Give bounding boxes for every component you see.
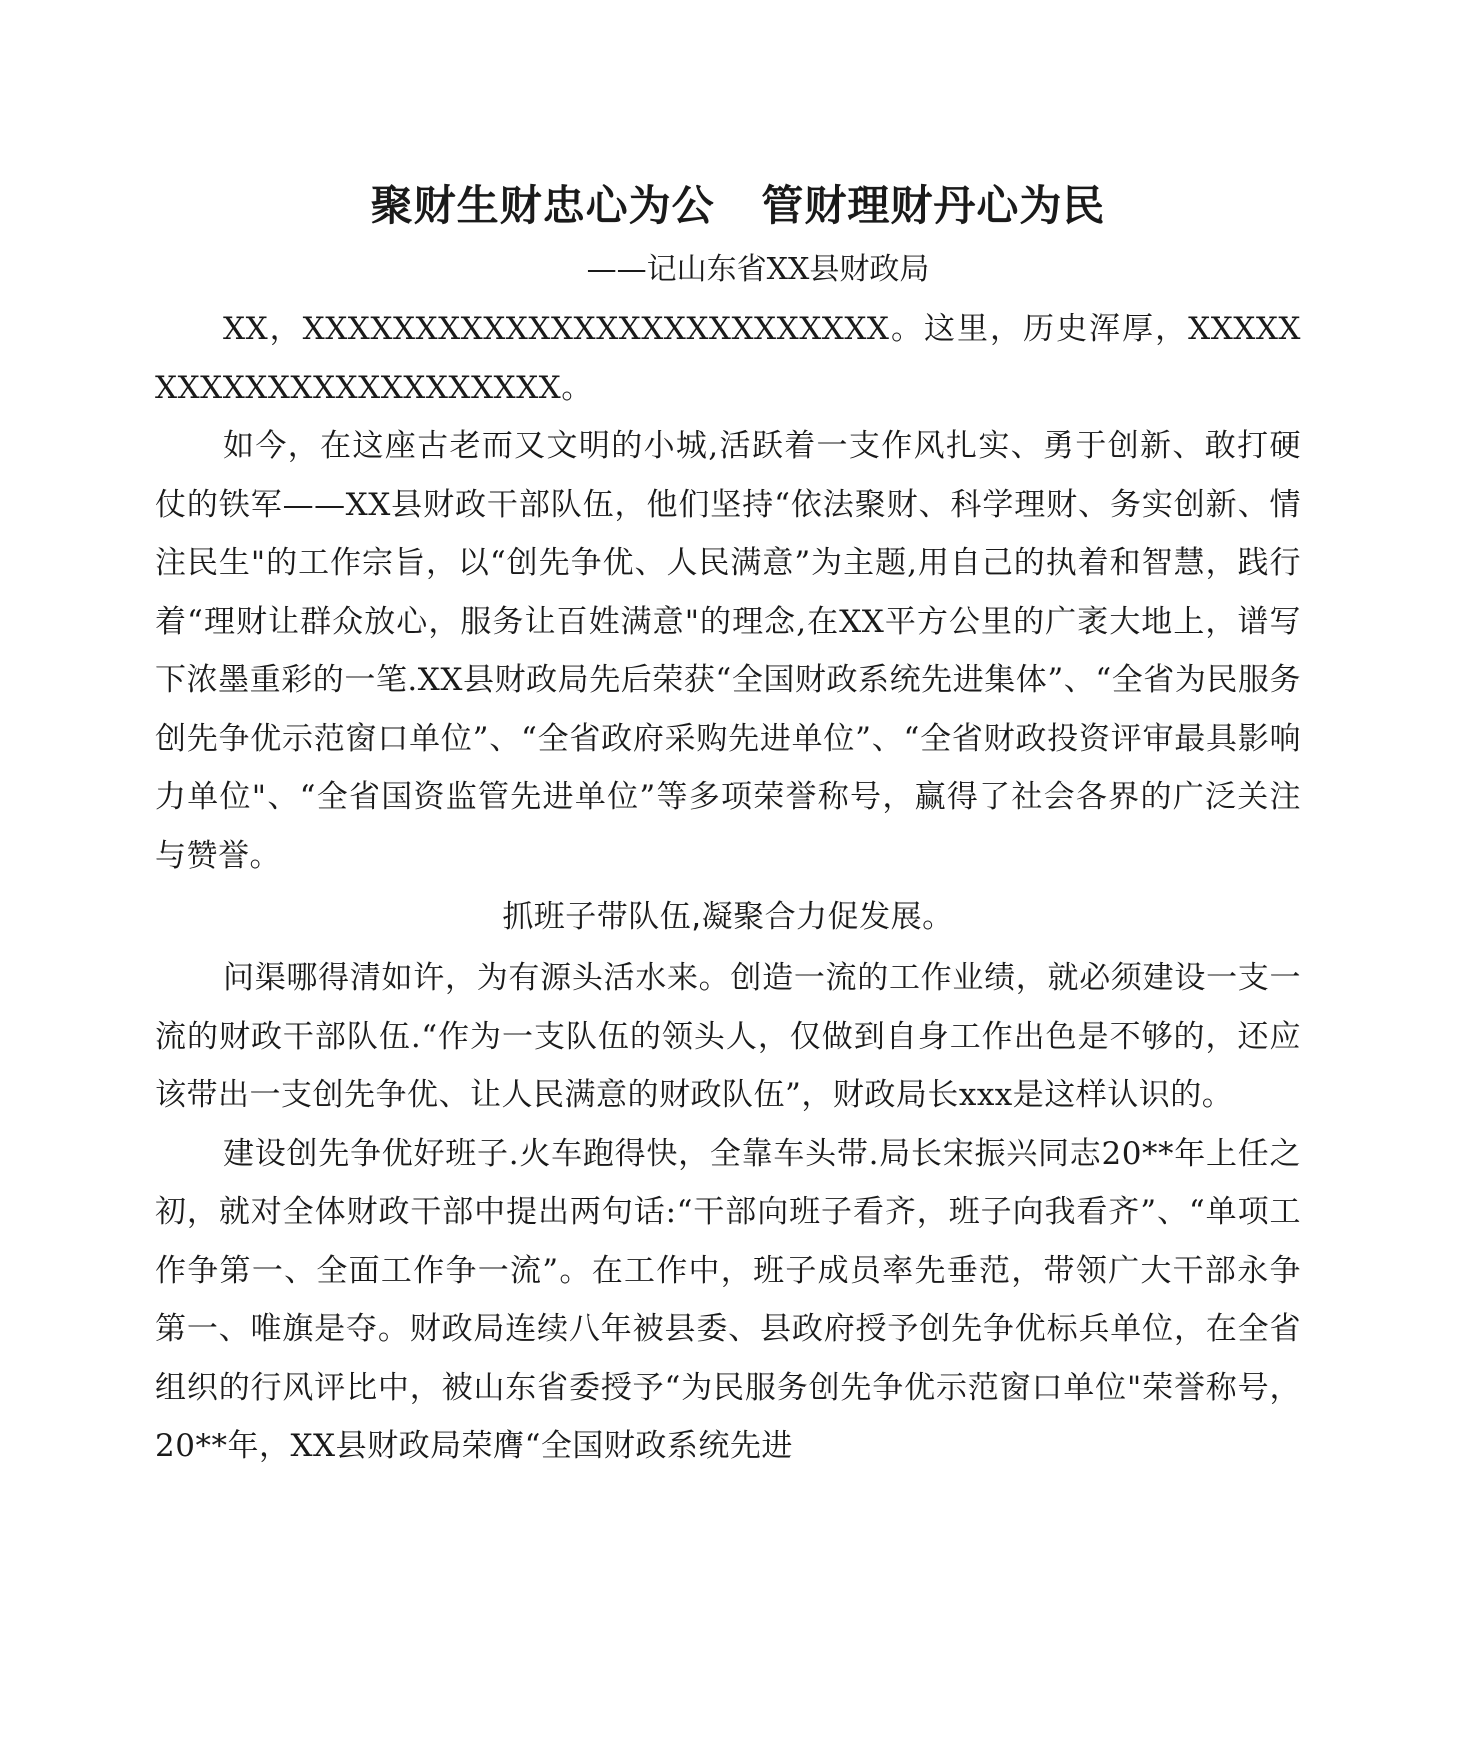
section-paragraph: 建设创先争优好班子.火车跑得快，全靠车头带.局长宋振兴同志20**年上任之初，就对全体财政干部中提出两句话:“干部向班子看齐，班子向我看齐”、“单项工作争第一、全面工作争一流”。在工作中，班子成员率先垂范，带领广大干部永争第一、唯旗是夺。财政局连续八年被县委、县政府授予创先争优标兵单位，在全省组织的行风评比中，被山东省委授予“为民服务创先争优示范窗口单位"荣誉称号，20**年，XX县财政局荣膺“全国财政系统先进	[155, 1135, 1301, 1464]
overview-paragraph: 如今，在这座古老而又文明的小城,活跃着一支作风扎实、勇于创新、敢打硬仗的铁军——XX县财政干部队伍，他们坚持“依法聚财、科学理财、务实创新、情注民生"的工作宗旨，以“创先争优、人民满意”为主题,用自己的执着和智慧，践行着“理财让群众放心，服务让百姓满意"的理念,在XX平方公里的广袤大地上，谱写下浓墨重彩的一笔.XX县财政局先后荣获“全国财政系统先进集体”、“全省为民服务创先争优示范窗口单位”、“全省政府采购先进单位”、“全省财政投资评审最具影响力单位"、“全省国资监管先进单位”等多项荣誉称号，赢得了社会各界的广泛关注与赞誉。	[155, 428, 1301, 874]
intro-paragraph: XX，XXXXXXXXXXXXXXXXXXXXXXXXXX。这里，历史浑厚，XXXXXXXXXXXXXXXXXXXXXXX。	[155, 311, 1301, 406]
document-title: 聚财生财忠心为公 管财理财丹心为民	[370, 181, 1106, 230]
section-paragraph: 问渠哪得清如许，为有源头活水来。创造一流的工作业绩，就必须建设一支一流的财政干部队伍.“作为一支队伍的领头人，仅做到自身工作出色是不够的，还应该带出一支创先争优、让人民满意的财政队伍”，财政局长xxx是这样认识的。	[155, 960, 1301, 1113]
document-body	[155, 300, 1301, 1476]
document-subtitle: ——记山东省XX县财政局	[586, 252, 930, 287]
section-heading: 抓班子带队伍,凝聚合力促发展。	[502, 899, 954, 935]
